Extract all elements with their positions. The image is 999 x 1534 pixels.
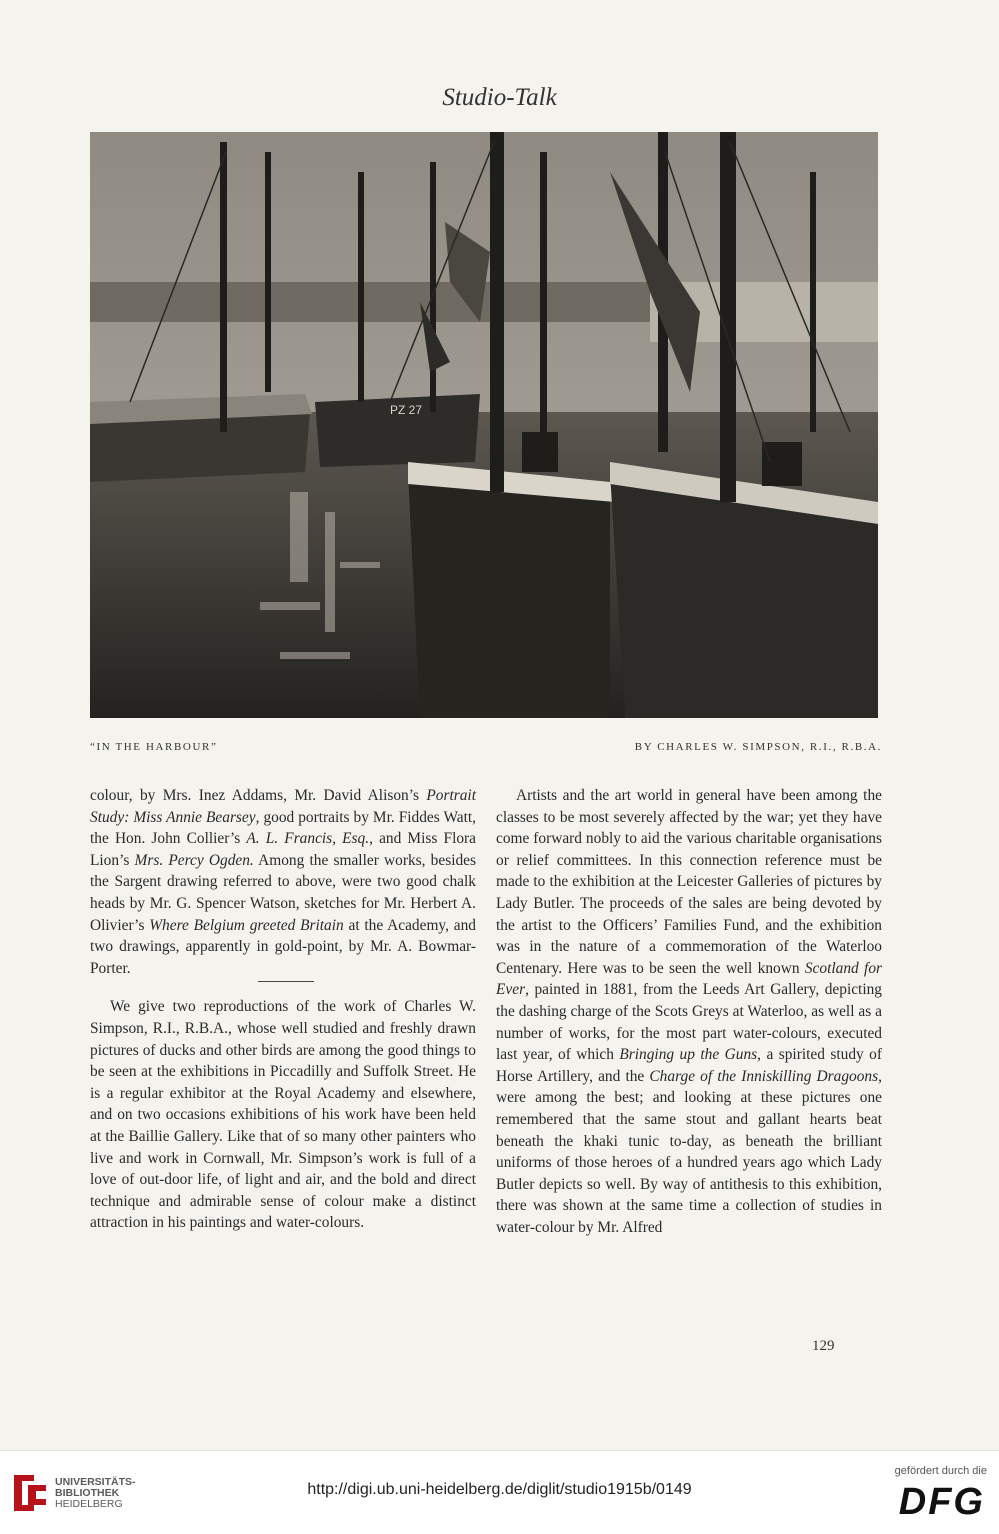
text-run: , good portraits by Mr. Fiddes Watt, the Hon. John Collier’s <box>90 808 476 848</box>
section-divider <box>258 981 314 982</box>
permalink[interactable]: http://digi.ub.uni-heidelberg.de/diglit/studio1915b/0149 <box>307 1481 692 1498</box>
plate-artist-credit: BY CHARLES W. SIMPSON, R.I., R.B.A. <box>634 741 882 753</box>
italic-title: Bringing up the Guns <box>619 1046 758 1064</box>
text-run: Artists and the art world in general have been among the classes to be most severely affected by the war; yet they have come forward nobly to aid the various charitable organisations or relief committees. In this connection reference must be made to the exhibition at the Leicester Galleries of pictures by Lady Butler. The proceeds of the sales are being devoted by the artist to the Officers’ Families Fund, and the exhibition was in the nature of a commemoration of the Waterloo Centenary. Here was to be seen the well known <box>496 787 882 977</box>
page-number: 129 <box>812 1338 835 1354</box>
italic-title: Scotland for Ever <box>496 959 882 999</box>
left-paragraph-1 <box>90 785 476 979</box>
italic-title: Where Belgium greeted Britain <box>149 916 344 934</box>
capstan-right <box>762 442 802 486</box>
text-run: We give two reproductions of the work of Charles W. Simpson, R.I., R.B.A., whose well studied and freshly drawn pictures of ducks and other birds are among the good things to be seen at the exhibitions in Piccadilly and Suffolk Street. He is a regular exhibitor at the Royal Academy and elsewhere, and on two occasions exhibitions of his work have been held at the Baillie Gallery. Like that of so many other painters who live and work in Cornwall, Mr. Simpson’s work is full of a love of out-door life, of light and air, and the bold and direct technique and admirable sense of colour make a distinct attraction in his paintings and water-colours. <box>90 998 476 1232</box>
harbour-painting <box>90 132 878 718</box>
library-name-line-3: HEIDELBERG <box>55 1498 123 1510</box>
library-name-line-1: UNIVERSITÄTS- <box>55 1476 136 1488</box>
text-run: colour, by Mrs. Inez Addams, Mr. David Alison’s <box>90 787 427 804</box>
right-paragraph-1 <box>496 785 882 1238</box>
sail-number: PZ 27 <box>390 403 423 417</box>
italic-title: Mrs. Percy Ogden. <box>134 851 254 869</box>
text-run: , and Miss Flora Lion’s <box>90 830 477 869</box>
plate-title: “IN THE HARBOUR” <box>90 741 218 753</box>
right-column <box>496 785 882 1238</box>
dfg-logo: DFG <box>898 1481 985 1523</box>
digitisation-footer <box>0 1450 999 1534</box>
library-name-line-2: BIBLIOTHEK <box>55 1487 120 1499</box>
italic-title: Charge of the Inniskilling Dragoons <box>649 1067 879 1085</box>
text-run: , a spirited study of Horse Artillery, and the <box>496 1046 882 1085</box>
text-run: at the Academy, and two drawings, apparently in gold-point, by Mr. A. Bowmar-Porter. <box>90 916 476 977</box>
italic-title: A. L. Francis, Esq. <box>246 830 370 848</box>
text-run: Among the smaller works, besides the Sargent drawing referred to above, were two good chalk heads by Mr. G. Spencer Watson, sketches for Mr. Herbert A. Olivier’s <box>90 851 476 934</box>
boat-foreground-left-hull <box>408 472 610 718</box>
text-run: , were among the best; and looking at these pictures one remembered that the same stout and gallant hearts beat beneath the khaki tunic to-day, as beneath the brilliant uniforms of those heroes of a hundred years ago which Lady Butler depicts so well. By way of antithesis to this exhibition, there was shown at the same time a collection of studies in water-colour by Mr. Alfred <box>496 1067 882 1236</box>
left-column <box>90 785 476 1234</box>
italic-title: Portrait Study: Miss Annie Bearsey <box>90 787 476 826</box>
funding-note: gefördert durch die <box>894 1465 987 1477</box>
running-head: Studio-Talk <box>442 84 557 111</box>
left-paragraph-2 <box>90 996 476 1234</box>
text-run: , painted in 1881, from the Leeds Art Gallery, depicting the dashing charge of the Scots Greys at Waterloo, as well as a number of works, for the most part water-colours, executed last year, of which <box>496 981 882 1064</box>
harbour-painting-plate <box>90 132 878 718</box>
